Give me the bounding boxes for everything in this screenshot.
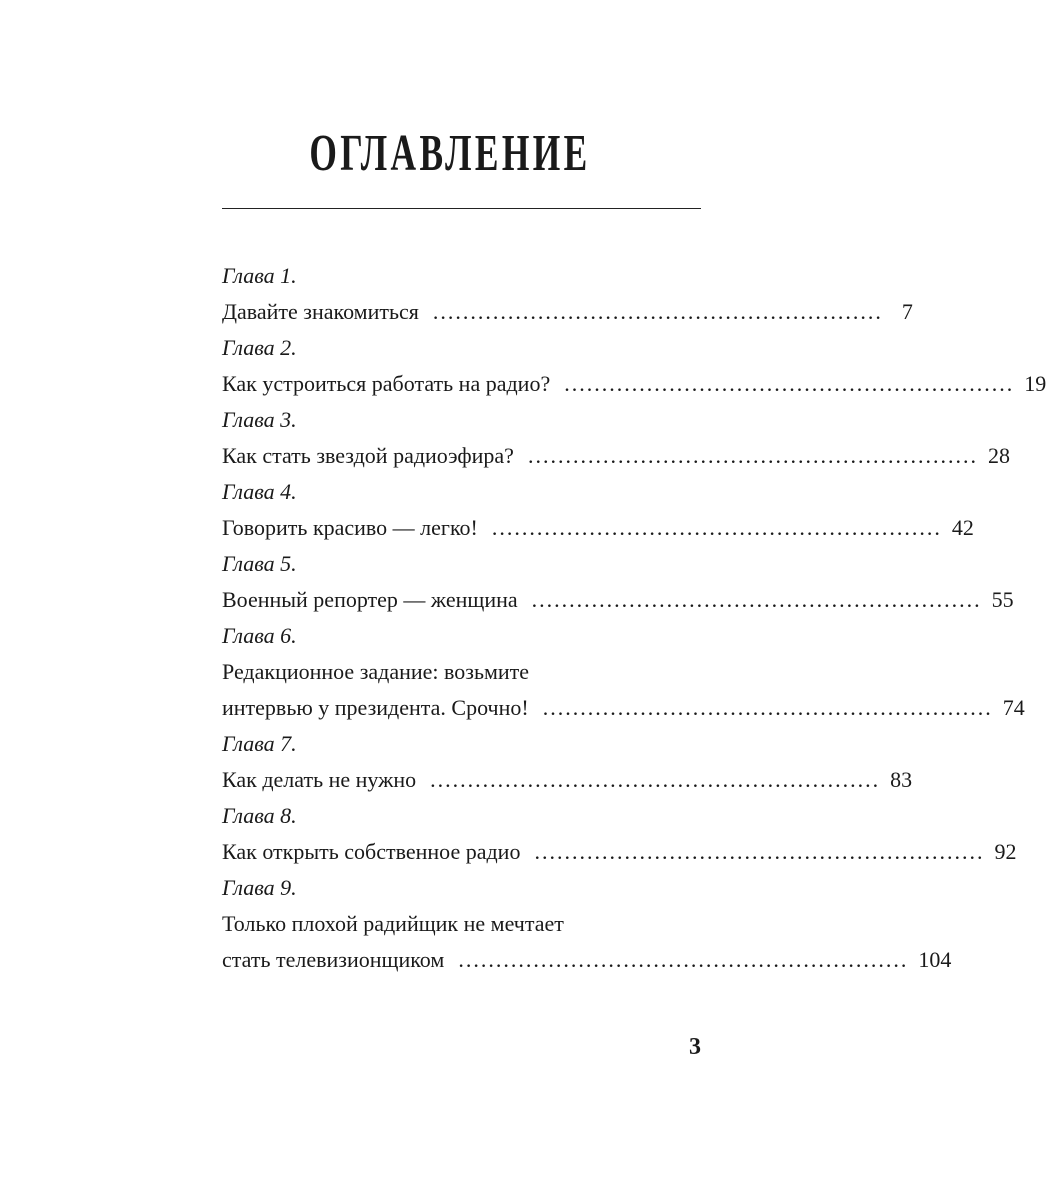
chapter-title: Как стать звездой радиоэфира? <box>222 443 514 468</box>
chapter-label: Глава 8. <box>222 803 297 828</box>
chapter-title: Как открыть собственное радио <box>222 839 521 864</box>
page-ref: 7 <box>901 299 913 324</box>
chapter-label: Глава 9. <box>222 875 297 900</box>
chapter-title: Как делать не нужно <box>222 767 417 792</box>
toc-entry[interactable] <box>222 618 1025 726</box>
toc-entry[interactable] <box>222 330 1046 402</box>
toc-entry[interactable] <box>222 798 1017 870</box>
page-ref: 83 <box>890 767 913 792</box>
chapter-title-continued: стать телевизионщиком <box>222 947 445 972</box>
page-ref: 55 <box>991 587 1014 612</box>
leader-dots: ............................................................ <box>527 443 978 468</box>
page-number: 3 <box>689 1034 701 1060</box>
leader-dots: ............................................................ <box>458 947 909 972</box>
chapter-title: Военный репортер — женщина <box>222 587 518 612</box>
chapter-label: Глава 5. <box>222 551 297 576</box>
page-ref: 92 <box>994 839 1017 864</box>
toc-entry[interactable] <box>222 258 913 330</box>
chapter-title: Только плохой радийщик не мечтает <box>222 911 564 936</box>
page-title: ОГЛАВЛЕНИЕ <box>309 125 591 182</box>
leader-dots: ............................................................ <box>491 515 942 540</box>
page-ref: 74 <box>1002 695 1025 720</box>
toc-entry[interactable] <box>222 402 1010 474</box>
chapter-label: Глава 2. <box>222 335 297 360</box>
page-ref: 42 <box>951 515 974 540</box>
leader-dots: ............................................................ <box>432 299 883 324</box>
page-ref: 28 <box>987 443 1010 468</box>
chapter-label: Глава 4. <box>222 479 297 504</box>
toc-entry[interactable] <box>222 474 974 546</box>
chapter-title-continued: интервью у президента. Срочно! <box>222 695 529 720</box>
chapter-title: Как устроиться работать на радио? <box>222 371 551 396</box>
leader-dots: ............................................................ <box>534 839 985 864</box>
chapter-label: Глава 1. <box>222 263 297 288</box>
toc-entry[interactable] <box>222 870 952 978</box>
chapter-label: Глава 3. <box>222 407 297 432</box>
page-ref: 104 <box>918 947 952 972</box>
chapter-label: Глава 7. <box>222 731 297 756</box>
title-divider <box>222 208 701 209</box>
page-ref: 19 <box>1024 371 1046 396</box>
leader-dots: ............................................................ <box>542 695 993 720</box>
toc-entry[interactable] <box>222 546 1014 618</box>
leader-dots: ............................................................ <box>531 587 982 612</box>
chapter-title: Говорить красиво — легко! <box>222 515 478 540</box>
chapter-title: Давайте знакомиться <box>222 299 419 324</box>
toc-entry[interactable] <box>222 726 913 798</box>
chapter-label: Глава 6. <box>222 623 297 648</box>
chapter-title: Редакционное задание: возьмите <box>222 659 530 684</box>
table-of-contents <box>222 258 1046 978</box>
leader-dots: ............................................................ <box>430 767 881 792</box>
leader-dots: ............................................................ <box>564 371 1015 396</box>
